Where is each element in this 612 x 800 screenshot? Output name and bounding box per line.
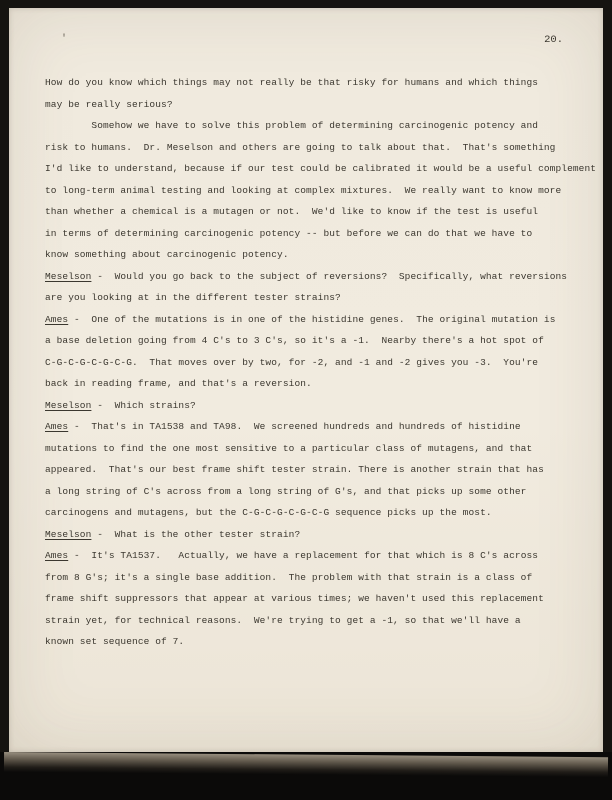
text-line: Meselson - Would you go back to the subject of reversions? Specifically, what reversions xyxy=(45,270,568,282)
text-line: back in reading frame, and that's a reversion. xyxy=(45,378,312,389)
text-line: strain yet, for technical reasons. We're trying to get a -1, so that we'll have a xyxy=(45,614,521,626)
text-line: a base deletion going from 4 C's to 3 C's, so it's a -1. Nearby there's a hot spot of xyxy=(45,335,544,346)
text-line: from 8 G's; it's a single base addition. The problem with that strain is a class of xyxy=(45,571,533,583)
text-line: may be really serious? xyxy=(45,98,173,110)
speaker-name: Ames xyxy=(45,421,69,432)
text-line: C-G-C-G-C-G-C-G. That moves over by two, for -2, and -1 and -2 gives you -3. You're xyxy=(45,356,539,368)
document-body xyxy=(45,72,597,653)
text-line: carcinogens and mutagens, but the C-G-C-G-C-G-C-G sequence picks up the most. xyxy=(45,507,492,518)
speaker-name: Ames xyxy=(45,550,69,561)
paragraph xyxy=(45,309,583,395)
text-line: I'd like to understand, because if our test could be calibrated it would be a useful complement xyxy=(45,163,597,174)
stray-mark: ' xyxy=(61,34,68,45)
paragraph xyxy=(45,266,583,309)
scan-bottom-shadow xyxy=(0,752,612,800)
speaker-name: Ames xyxy=(45,313,69,325)
text-line: Ames - It's TA1537. Actually, we have a replacement for that which is 8 C's across xyxy=(45,550,539,561)
text-line: than whether a chemical is a mutagen or not. We'd like to know if the test is useful xyxy=(45,206,539,217)
paragraph xyxy=(45,545,583,653)
text-line: Ames - That's in TA1538 and TA98. We screened hundreds and hundreds of histidine xyxy=(45,421,521,432)
text-line: Meselson - What is the other tester strain? xyxy=(45,528,301,540)
text-line: known set sequence of 7. xyxy=(45,636,185,647)
document-page xyxy=(9,8,603,752)
text-line: in terms of determining carcinogenic potency -- but before we can do that we have to xyxy=(45,227,533,239)
paragraph xyxy=(45,72,583,115)
text-line: a long string of C's across from a long string of G's, and that picks up some other xyxy=(45,485,527,497)
speaker-name: Meselson xyxy=(45,270,92,282)
speaker-name: Meselson xyxy=(45,528,92,540)
speaker-name: Meselson xyxy=(45,399,92,411)
page-number: 20. xyxy=(544,34,563,46)
paragraph xyxy=(45,416,583,524)
text-line: to long-term animal testing and looking at complex mixtures. We really want to know more xyxy=(45,184,562,196)
text-line: Ames - One of the mutations is in one of the histidine genes. The original mutation is xyxy=(45,313,556,325)
text-line: frame shift suppressors that appear at various times; we haven't used this replacement xyxy=(45,593,544,604)
page-bottom-edge xyxy=(4,752,608,777)
text-line: How do you know which things may not really be that risky for humans and which things xyxy=(45,77,539,88)
text-line: know something about carcinogenic potency. xyxy=(45,249,289,260)
text-line: appeared. That's our best frame shift tester strain. There is another strain that has xyxy=(45,464,544,475)
text-line: Meselson - Which strains? xyxy=(45,399,196,411)
paragraph xyxy=(45,524,583,546)
paragraph xyxy=(45,395,583,417)
text-line: risk to humans. Dr. Meselson and others are going to talk about that. That's something xyxy=(45,141,556,153)
paragraph xyxy=(45,115,597,266)
text-line: mutations to find the one most sensitive to a particular class of mutagens, and that xyxy=(45,442,533,454)
text-line: are you looking at in the different tester strains? xyxy=(45,292,341,303)
text-line: Somehow we have to solve this problem of determining carcinogenic potency and xyxy=(45,120,539,131)
